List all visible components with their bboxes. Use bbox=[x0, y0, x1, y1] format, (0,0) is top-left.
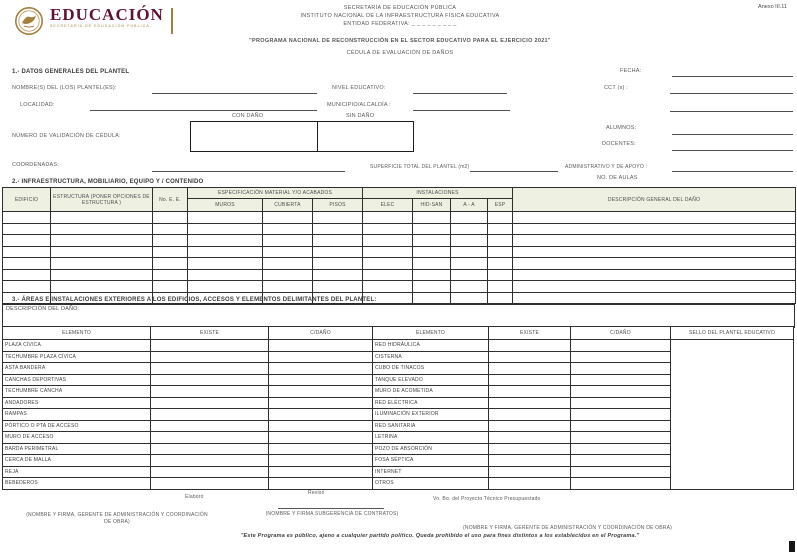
col-pisos: PISOS bbox=[313, 199, 363, 212]
element-name-cell: TANQUE ELEVADO bbox=[373, 374, 489, 386]
infrastructure-empty-cell bbox=[263, 281, 313, 293]
infrastructure-empty-cell bbox=[513, 223, 796, 235]
elaboro-label: Elaboró bbox=[185, 494, 204, 500]
con-dano-label: CON DAÑO bbox=[232, 113, 264, 119]
infrastructure-empty-cell bbox=[513, 235, 796, 247]
element-check-cell bbox=[489, 420, 571, 432]
header-secretaria: SECRETARÍA DE EDUCACIÓN PÚBLICA bbox=[343, 5, 457, 11]
element-check-cell bbox=[571, 374, 671, 386]
middle-signature-line bbox=[278, 508, 384, 509]
infrastructure-empty-cell bbox=[3, 258, 51, 270]
infrastructure-empty-cell bbox=[188, 223, 263, 235]
municipio-label: MUNICIPIO/ALCALDÍA : bbox=[327, 102, 391, 108]
left-signature-caption: (NOMBRE Y FIRMA, GERENTE DE ADMINISTRACIÓN Y COORDINACIÓN DE OBRA) bbox=[26, 512, 208, 525]
infrastructure-empty-cell bbox=[451, 258, 488, 270]
element-name-cell: RAMPAS bbox=[3, 409, 151, 421]
cct-field-line bbox=[670, 93, 793, 94]
page-corner-mark bbox=[789, 541, 795, 552]
element-check-cell bbox=[571, 386, 671, 398]
no-aulas-label: NO. DE AULAS bbox=[597, 175, 638, 181]
section3-title: 3.- ÁREAS E INSTALACIONES EXTERIORES A LOS EDIFICIOS, ACCESOS Y ELEMENTOS DELIMITANTES DEL PLANTEL: bbox=[12, 297, 377, 303]
infrastructure-empty-cell bbox=[413, 269, 451, 281]
element-check-cell bbox=[571, 443, 671, 455]
element-check-cell bbox=[269, 409, 373, 421]
element-name-cell: BARDA PERIMETRAL bbox=[3, 443, 151, 455]
infrastructure-empty-cell bbox=[313, 258, 363, 270]
element-name-cell: PLAZA CÍVICA bbox=[3, 340, 151, 352]
numero-validacion-label: NÚMERO DE VALIDACIÓN DE CÉDULA: bbox=[12, 133, 121, 139]
infrastructure-empty-cell bbox=[413, 235, 451, 247]
infrastructure-empty-cell bbox=[488, 292, 513, 304]
element-check-cell bbox=[571, 478, 671, 490]
element-name-cell: INTERNET bbox=[373, 466, 489, 478]
infrastructure-empty-cell bbox=[153, 281, 188, 293]
element-check-cell bbox=[571, 340, 671, 352]
nombre-plantel-label: NOMBRE(S) DEL (LOS) PLANTEL(ES): bbox=[12, 85, 117, 91]
element-name-cell: CISTERNA bbox=[373, 351, 489, 363]
element-check-cell bbox=[269, 478, 373, 490]
element-check-cell bbox=[151, 443, 269, 455]
element-check-cell bbox=[489, 432, 571, 444]
element-name-cell: ILUMINACIÓN EXTERIOR bbox=[373, 409, 489, 421]
element-name-cell: MURO DE ACCESO bbox=[3, 432, 151, 444]
element-check-cell bbox=[151, 374, 269, 386]
municipio-field-line bbox=[413, 110, 510, 111]
element-name-cell: RED SANITARIA bbox=[373, 420, 489, 432]
coordenadas-label: COORDENADAS: bbox=[12, 162, 60, 168]
infrastructure-empty-cell bbox=[3, 212, 51, 224]
infrastructure-empty-cell bbox=[188, 235, 263, 247]
infrastructure-empty-cell bbox=[363, 223, 413, 235]
infrastructure-empty-cell bbox=[513, 212, 796, 224]
element-check-cell bbox=[269, 374, 373, 386]
col-elemento-left: ELEMENTO bbox=[3, 327, 151, 340]
section1-title: 1.- DATOS GENERALES DEL PLANTEL bbox=[12, 69, 130, 75]
infrastructure-empty-cell bbox=[513, 292, 796, 304]
infrastructure-empty-cell bbox=[513, 246, 796, 258]
logo-wordmark: EDUCACIÓN bbox=[50, 5, 164, 24]
element-check-cell bbox=[269, 340, 373, 352]
element-check-cell bbox=[489, 409, 571, 421]
element-check-cell bbox=[269, 397, 373, 409]
administrativo-field-line bbox=[672, 171, 793, 172]
infrastructure-empty-cell bbox=[513, 258, 796, 270]
infrastructure-row bbox=[3, 269, 796, 281]
element-check-cell bbox=[269, 420, 373, 432]
infrastructure-empty-cell bbox=[313, 223, 363, 235]
sin-dano-label: SIN DAÑO bbox=[346, 113, 375, 119]
infrastructure-empty-cell bbox=[413, 212, 451, 224]
infrastructure-row bbox=[3, 223, 796, 235]
infrastructure-empty-cell bbox=[188, 258, 263, 270]
infrastructure-empty-cell bbox=[263, 246, 313, 258]
infrastructure-empty-cell bbox=[263, 269, 313, 281]
infrastructure-empty-cell bbox=[313, 269, 363, 281]
element-check-cell bbox=[489, 466, 571, 478]
element-check-cell bbox=[571, 455, 671, 467]
section3-table-body bbox=[3, 340, 794, 490]
logo-divider bbox=[171, 8, 173, 34]
element-check-cell bbox=[151, 409, 269, 421]
sin-dano-box bbox=[317, 121, 414, 152]
eagle-seal-icon bbox=[14, 6, 44, 41]
element-name-cell: TECHUMBRE PLAZA CÍVICA bbox=[3, 351, 151, 363]
col-cdano-right: C/DAÑO bbox=[571, 327, 671, 340]
sep-logo bbox=[14, 6, 173, 41]
element-check-cell bbox=[269, 351, 373, 363]
infrastructure-empty-cell bbox=[363, 258, 413, 270]
element-check-cell bbox=[571, 409, 671, 421]
element-check-cell bbox=[571, 351, 671, 363]
element-check-cell bbox=[571, 363, 671, 375]
element-check-cell bbox=[151, 397, 269, 409]
infrastructure-empty-cell bbox=[51, 235, 153, 247]
col-descripcion-dano: DESCRIPCIÓN GENERAL DEL DAÑO bbox=[513, 188, 796, 212]
element-check-cell bbox=[151, 478, 269, 490]
infrastructure-empty-cell bbox=[313, 246, 363, 258]
element-check-cell bbox=[151, 420, 269, 432]
legal-footer: "Este Programa es público, ajeno a cualquier partido político. Queda prohibido el uso para fines distintos a los establecidos en el Programa." bbox=[240, 533, 640, 539]
element-name-cell: BEBEDEROS bbox=[3, 478, 151, 490]
infrastructure-row bbox=[3, 212, 796, 224]
element-check-cell bbox=[269, 455, 373, 467]
element-check-cell bbox=[151, 351, 269, 363]
col-estructura: ESTRUCTURA (PONER OPCIONES DE ESTRUCTURA ) bbox=[51, 188, 153, 212]
document-title: CÉDULA DE EVALUACIÓN DE DAÑOS bbox=[346, 50, 454, 56]
col-esp: ESP bbox=[488, 199, 513, 212]
element-check-cell bbox=[571, 432, 671, 444]
infrastructure-empty-cell bbox=[313, 235, 363, 247]
cct-label: CCT (s) : bbox=[604, 85, 629, 91]
exterior-element-row bbox=[3, 340, 794, 352]
con-dano-box bbox=[190, 121, 318, 152]
infrastructure-empty-cell bbox=[3, 223, 51, 235]
element-check-cell bbox=[489, 386, 571, 398]
element-check-cell bbox=[489, 351, 571, 363]
infrastructure-empty-cell bbox=[51, 212, 153, 224]
infrastructure-empty-cell bbox=[263, 235, 313, 247]
annex-number: Anexo III.11 bbox=[758, 4, 787, 10]
col-cubierta: CUBIERTA bbox=[263, 199, 313, 212]
element-check-cell bbox=[151, 455, 269, 467]
col-hid-san: HID-SAN bbox=[413, 199, 451, 212]
col-existe-right: EXISTE bbox=[489, 327, 571, 340]
infrastructure-empty-cell bbox=[488, 212, 513, 224]
infrastructure-empty-cell bbox=[488, 235, 513, 247]
section2-title: 2.- INFRAESTRUCTURA, MOBILIARIO, EQUIPO Y / CONTENIDO bbox=[12, 179, 204, 185]
infrastructure-empty-cell bbox=[51, 223, 153, 235]
infrastructure-empty-cell bbox=[488, 223, 513, 235]
nivel-educativo-label: NIVEL EDUCATIVO: bbox=[332, 85, 386, 91]
element-check-cell bbox=[571, 420, 671, 432]
col-elemento-right: ELEMENTO bbox=[373, 327, 489, 340]
infrastructure-empty-cell bbox=[363, 269, 413, 281]
col-muros: MUROS bbox=[188, 199, 263, 212]
program-title: "PROGRAMA NACIONAL DE RECONSTRUCCIÓN EN EL SECTOR EDUCATIVO PARA EL EJERCICIO 2021" bbox=[249, 38, 551, 44]
col-existe-left: EXISTE bbox=[151, 327, 269, 340]
infrastructure-empty-cell bbox=[413, 292, 451, 304]
infrastructure-table bbox=[2, 187, 796, 304]
element-check-cell bbox=[489, 443, 571, 455]
infrastructure-empty-cell bbox=[451, 246, 488, 258]
superficie-field-line bbox=[470, 171, 558, 172]
infrastructure-empty-cell bbox=[363, 281, 413, 293]
infrastructure-empty-cell bbox=[488, 281, 513, 293]
col-sello: SELLO DEL PLANTEL EDUCATIVO bbox=[671, 327, 794, 340]
element-name-cell: CERCA DE MALLA bbox=[3, 455, 151, 467]
localidad-label: LOCALIDAD: bbox=[20, 102, 55, 108]
descripcion-dano-box bbox=[2, 304, 795, 328]
element-check-cell bbox=[489, 455, 571, 467]
logo-subtitle: SECRETARÍA DE EDUCACIÓN PÚBLICA bbox=[50, 24, 150, 28]
infrastructure-empty-cell bbox=[153, 235, 188, 247]
docentes-field-line bbox=[672, 150, 793, 151]
element-name-cell: ASTA BANDERA bbox=[3, 363, 151, 375]
element-name-cell: PÓRTICO O PTA DE ACCESO bbox=[3, 420, 151, 432]
element-check-cell bbox=[151, 340, 269, 352]
header-entidad-federativa: ENTIDAD FEDERATIVA: _ _ _ _ _ _ _ _ _ bbox=[343, 21, 457, 27]
header-instituto: INSTITUTO NACIONAL DE LA INFRAESTRUCTURA FÍSICA EDUCATIVA bbox=[300, 13, 500, 19]
infrastructure-empty-cell bbox=[513, 281, 796, 293]
element-name-cell: RED ELÉCTRICA bbox=[373, 397, 489, 409]
infrastructure-empty-cell bbox=[3, 235, 51, 247]
element-name-cell: OTROS bbox=[373, 478, 489, 490]
infrastructure-empty-cell bbox=[263, 212, 313, 224]
infrastructure-row bbox=[3, 246, 796, 258]
infrastructure-empty-cell bbox=[3, 269, 51, 281]
infrastructure-empty-cell bbox=[263, 258, 313, 270]
infrastructure-empty-cell bbox=[513, 269, 796, 281]
infrastructure-empty-cell bbox=[153, 246, 188, 258]
infrastructure-empty-cell bbox=[51, 281, 153, 293]
infrastructure-empty-cell bbox=[413, 246, 451, 258]
infrastructure-empty-cell bbox=[413, 258, 451, 270]
infrastructure-empty-cell bbox=[451, 223, 488, 235]
infrastructure-empty-cell bbox=[153, 223, 188, 235]
element-name-cell: LETRINA bbox=[373, 432, 489, 444]
element-name-cell: CANCHAS DEPORTIVAS bbox=[3, 374, 151, 386]
docentes-label: DOCENTES: bbox=[602, 141, 636, 147]
element-check-cell bbox=[571, 466, 671, 478]
infrastructure-row bbox=[3, 281, 796, 293]
nivel-educativo-field-line bbox=[413, 93, 507, 94]
element-name-cell: REJA bbox=[3, 466, 151, 478]
infrastructure-empty-cell bbox=[51, 269, 153, 281]
infrastructure-empty-cell bbox=[153, 258, 188, 270]
element-name-cell: TECHUMBRE CANCHA bbox=[3, 386, 151, 398]
element-check-cell bbox=[269, 432, 373, 444]
element-check-cell bbox=[489, 397, 571, 409]
col-edificio: EDIFICIO bbox=[3, 188, 51, 212]
infrastructure-empty-cell bbox=[153, 212, 188, 224]
element-check-cell bbox=[151, 466, 269, 478]
group-especificacion: ESPECIFICACIÓN MATERIAL Y/O ACABADOS bbox=[188, 188, 363, 199]
coordenadas-field-line bbox=[152, 171, 345, 172]
alumnos-field-line bbox=[672, 134, 793, 135]
element-check-cell bbox=[269, 466, 373, 478]
infrastructure-row bbox=[3, 235, 796, 247]
infrastructure-empty-cell bbox=[153, 269, 188, 281]
infrastructure-empty-cell bbox=[51, 246, 153, 258]
alumnos-label: ALUMNOS: bbox=[606, 125, 637, 131]
element-check-cell bbox=[489, 340, 571, 352]
descripcion-dano-label: DESCRIPCIÓN DEL DAÑO: bbox=[6, 306, 80, 312]
reviso-label: Revisó bbox=[308, 490, 325, 496]
infrastructure-empty-cell bbox=[451, 292, 488, 304]
element-name-cell: MURO DE ACOMETIDA bbox=[373, 386, 489, 398]
cct-field-line-2 bbox=[670, 111, 793, 112]
infrastructure-empty-cell bbox=[363, 235, 413, 247]
col-a-a: A - A bbox=[451, 199, 488, 212]
fecha-label: FECHA: bbox=[620, 68, 642, 74]
localidad-field-line bbox=[90, 110, 317, 111]
element-check-cell bbox=[269, 443, 373, 455]
element-check-cell bbox=[151, 363, 269, 375]
infrastructure-empty-cell bbox=[188, 246, 263, 258]
sello-plantel-area bbox=[671, 340, 794, 490]
fecha-field-line bbox=[672, 76, 793, 77]
infrastructure-empty-cell bbox=[451, 281, 488, 293]
infrastructure-empty-cell bbox=[3, 281, 51, 293]
right-signature-caption: (NOMBRE Y FIRMA, GERENTE DE ADMINISTRACIÓN Y COORDINACIÓN DE OBRA) bbox=[463, 525, 672, 531]
col-no-ee: No. E. E. bbox=[153, 188, 188, 212]
element-check-cell bbox=[151, 432, 269, 444]
infrastructure-empty-cell bbox=[451, 212, 488, 224]
infrastructure-empty-cell bbox=[413, 223, 451, 235]
infrastructure-empty-cell bbox=[51, 258, 153, 270]
infrastructure-empty-cell bbox=[3, 246, 51, 258]
infrastructure-empty-cell bbox=[313, 281, 363, 293]
infrastructure-empty-cell bbox=[313, 212, 363, 224]
element-name-cell: CUBO DE TINACOS bbox=[373, 363, 489, 375]
infrastructure-empty-cell bbox=[188, 212, 263, 224]
element-check-cell bbox=[489, 374, 571, 386]
infrastructure-empty-cell bbox=[188, 269, 263, 281]
section2-table-body bbox=[3, 212, 796, 304]
element-name-cell: ANDADORES bbox=[3, 397, 151, 409]
element-name-cell: POZO DE ABSORCIÓN bbox=[373, 443, 489, 455]
element-check-cell bbox=[489, 363, 571, 375]
infrastructure-empty-cell bbox=[363, 212, 413, 224]
group-instalaciones: INSTALACIONES bbox=[363, 188, 513, 199]
exterior-elements-table bbox=[2, 326, 794, 490]
nombre-plantel-field-line bbox=[152, 93, 317, 94]
element-check-cell bbox=[151, 386, 269, 398]
infrastructure-empty-cell bbox=[488, 246, 513, 258]
infrastructure-empty-cell bbox=[363, 246, 413, 258]
infrastructure-empty-cell bbox=[413, 281, 451, 293]
form-header bbox=[190, 4, 610, 57]
superficie-label: SUPERFICIE TOTAL DEL PLANTEL (m2) bbox=[370, 164, 470, 170]
infrastructure-empty-cell bbox=[451, 269, 488, 281]
element-check-cell bbox=[571, 397, 671, 409]
infrastructure-empty-cell bbox=[263, 223, 313, 235]
middle-signature-caption: (NOMBRE Y FIRMA SUBGERENCIA DE CONTRATOS) bbox=[265, 511, 399, 517]
infrastructure-empty-cell bbox=[488, 258, 513, 270]
infrastructure-empty-cell bbox=[451, 235, 488, 247]
infrastructure-empty-cell bbox=[188, 281, 263, 293]
element-name-cell: FOSA SÉPTICA bbox=[373, 455, 489, 467]
administrativo-label: ADMINISTRATIVO Y DE APOYO : bbox=[565, 164, 648, 170]
element-name-cell: RED HIDRÁULICA bbox=[373, 340, 489, 352]
col-cdano-left: C/DAÑO bbox=[269, 327, 373, 340]
element-check-cell bbox=[269, 363, 373, 375]
col-elec: ELEC bbox=[363, 199, 413, 212]
element-check-cell bbox=[489, 478, 571, 490]
vobo-label: Vo. Bo. del Proyecto Técnico Presupuestado bbox=[433, 496, 541, 502]
infrastructure-row bbox=[3, 258, 796, 270]
element-check-cell bbox=[269, 386, 373, 398]
infrastructure-empty-cell bbox=[488, 269, 513, 281]
